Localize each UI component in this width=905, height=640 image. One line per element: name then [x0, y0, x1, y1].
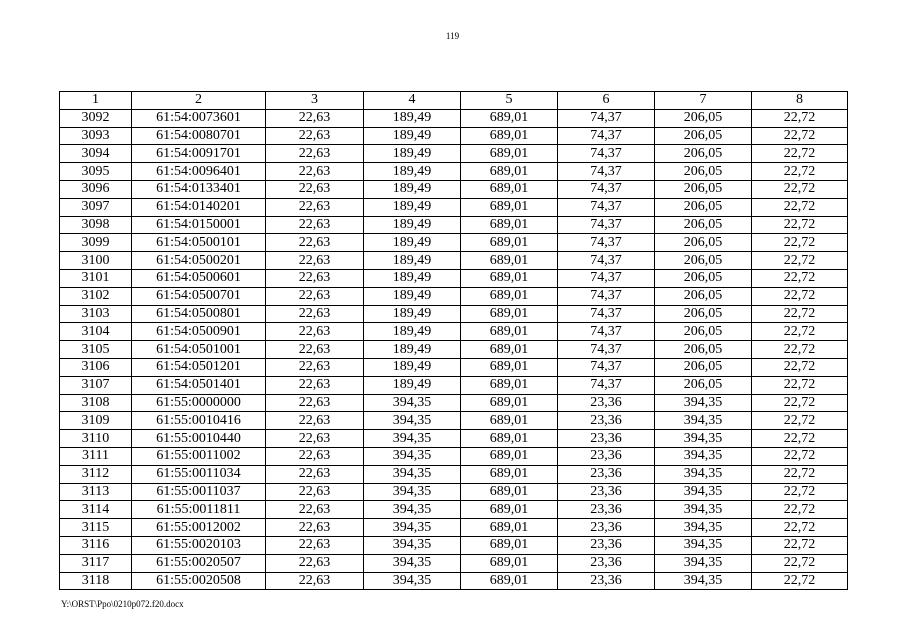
table-cell: 74,37	[558, 109, 655, 127]
table-cell: 394,35	[655, 394, 752, 412]
table-cell: 22,72	[752, 447, 848, 465]
table-cell: 189,49	[364, 376, 461, 394]
table-header-row	[60, 92, 848, 110]
table-cell: 22,63	[266, 269, 364, 287]
table-cell: 189,49	[364, 358, 461, 376]
table-cell: 689,01	[461, 216, 558, 234]
table-cell: 22,72	[752, 483, 848, 501]
table-cell: 22,63	[266, 145, 364, 163]
table-row	[60, 287, 848, 305]
table-cell: 61:54:0150001	[132, 216, 266, 234]
table-cell: 61:55:0011811	[132, 501, 266, 519]
table-cell: 61:55:0011002	[132, 447, 266, 465]
table-cell: 3103	[60, 305, 132, 323]
table-cell: 394,35	[655, 430, 752, 448]
table-cell: 206,05	[655, 323, 752, 341]
table-cell: 61:54:0073601	[132, 109, 266, 127]
table-cell: 22,72	[752, 536, 848, 554]
table-cell: 22,63	[266, 305, 364, 323]
table-cell: 394,35	[655, 572, 752, 590]
table-cell: 23,36	[558, 501, 655, 519]
table-cell: 689,01	[461, 163, 558, 181]
table-cell: 394,35	[655, 501, 752, 519]
table-cell: 74,37	[558, 145, 655, 163]
table-cell: 22,72	[752, 163, 848, 181]
table-row	[60, 269, 848, 287]
table-cell: 22,63	[266, 287, 364, 305]
table-cell: 22,72	[752, 519, 848, 537]
table-cell: 22,63	[266, 572, 364, 590]
table-cell: 74,37	[558, 341, 655, 359]
table-row	[60, 109, 848, 127]
table-cell: 689,01	[461, 269, 558, 287]
table-cell: 3097	[60, 198, 132, 216]
table-cell: 22,63	[266, 163, 364, 181]
table-cell: 74,37	[558, 127, 655, 145]
table-cell: 61:54:0500201	[132, 252, 266, 270]
table-row	[60, 358, 848, 376]
table-row	[60, 216, 848, 234]
table-row	[60, 198, 848, 216]
table-row	[60, 252, 848, 270]
table-row	[60, 234, 848, 252]
table-row	[60, 323, 848, 341]
table-cell: 22,63	[266, 536, 364, 554]
table-cell: 22,72	[752, 465, 848, 483]
table-cell: 22,63	[266, 376, 364, 394]
table-cell: 22,63	[266, 341, 364, 359]
table-cell: 689,01	[461, 198, 558, 216]
table-cell: 189,49	[364, 127, 461, 145]
table-cell: 394,35	[364, 536, 461, 554]
table-cell: 689,01	[461, 358, 558, 376]
table-cell: 23,36	[558, 447, 655, 465]
table-cell: 689,01	[461, 341, 558, 359]
table-cell: 394,35	[364, 501, 461, 519]
table-cell: 189,49	[364, 198, 461, 216]
table-cell: 61:54:0091701	[132, 145, 266, 163]
table-cell: 23,36	[558, 572, 655, 590]
table-cell: 61:54:0096401	[132, 163, 266, 181]
footer-file-path: Y:\ORST\Ppo\0210p072.f20.docx	[61, 599, 184, 609]
table-cell: 74,37	[558, 216, 655, 234]
table-cell: 61:54:0501201	[132, 358, 266, 376]
table-cell: 22,63	[266, 430, 364, 448]
table-row	[60, 554, 848, 572]
table-cell: 189,49	[364, 252, 461, 270]
table-cell: 61:55:0020508	[132, 572, 266, 590]
table-cell: 22,72	[752, 341, 848, 359]
table-cell: 3118	[60, 572, 132, 590]
table-cell: 3113	[60, 483, 132, 501]
table-cell: 23,36	[558, 483, 655, 501]
table-cell: 394,35	[364, 430, 461, 448]
table-cell: 394,35	[655, 519, 752, 537]
table-cell: 22,63	[266, 234, 364, 252]
table-cell: 22,63	[266, 483, 364, 501]
table-cell: 22,72	[752, 198, 848, 216]
table-cell: 689,01	[461, 180, 558, 198]
table-cell: 689,01	[461, 305, 558, 323]
table-cell: 189,49	[364, 234, 461, 252]
table-cell: 689,01	[461, 394, 558, 412]
table-cell: 689,01	[461, 127, 558, 145]
table-cell: 689,01	[461, 572, 558, 590]
table-cell: 22,72	[752, 216, 848, 234]
table-cell: 74,37	[558, 305, 655, 323]
table-cell: 74,37	[558, 252, 655, 270]
column-header-5: 5	[461, 92, 558, 110]
table-cell: 22,63	[266, 358, 364, 376]
table-cell: 206,05	[655, 269, 752, 287]
table-cell: 689,01	[461, 323, 558, 341]
table-cell: 61:55:0011034	[132, 465, 266, 483]
table-cell: 206,05	[655, 109, 752, 127]
table-row	[60, 163, 848, 181]
table-cell: 22,63	[266, 216, 364, 234]
table-cell: 394,35	[364, 394, 461, 412]
table-cell: 3098	[60, 216, 132, 234]
table-cell: 3106	[60, 358, 132, 376]
column-header-1: 1	[60, 92, 132, 110]
table-cell: 3093	[60, 127, 132, 145]
column-header-3: 3	[266, 92, 364, 110]
table-cell: 3109	[60, 412, 132, 430]
table-cell: 3114	[60, 501, 132, 519]
table-cell: 22,72	[752, 376, 848, 394]
table-cell: 61:55:0011037	[132, 483, 266, 501]
table-cell: 3107	[60, 376, 132, 394]
table-cell: 22,63	[266, 180, 364, 198]
table-cell: 189,49	[364, 145, 461, 163]
table-cell: 22,63	[266, 447, 364, 465]
table-cell: 22,63	[266, 252, 364, 270]
table-cell: 689,01	[461, 287, 558, 305]
table-cell: 206,05	[655, 341, 752, 359]
table-cell: 189,49	[364, 269, 461, 287]
table-cell: 22,72	[752, 145, 848, 163]
table-cell: 22,63	[266, 554, 364, 572]
table-cell: 23,36	[558, 394, 655, 412]
table-cell: 22,63	[266, 323, 364, 341]
table-cell: 3102	[60, 287, 132, 305]
table-cell: 189,49	[364, 180, 461, 198]
table-cell: 689,01	[461, 252, 558, 270]
table-cell: 689,01	[461, 483, 558, 501]
table-cell: 74,37	[558, 323, 655, 341]
table-cell: 689,01	[461, 234, 558, 252]
table-cell: 22,72	[752, 323, 848, 341]
table-cell: 206,05	[655, 180, 752, 198]
table-cell: 74,37	[558, 198, 655, 216]
table-cell: 189,49	[364, 109, 461, 127]
table-cell: 22,72	[752, 269, 848, 287]
table-row	[60, 572, 848, 590]
table-row	[60, 376, 848, 394]
table-cell: 206,05	[655, 287, 752, 305]
table-cell: 689,01	[461, 412, 558, 430]
table-cell: 22,63	[266, 127, 364, 145]
table-cell: 3100	[60, 252, 132, 270]
table-cell: 3099	[60, 234, 132, 252]
table-cell: 61:55:0020507	[132, 554, 266, 572]
table-cell: 689,01	[461, 430, 558, 448]
table-cell: 189,49	[364, 287, 461, 305]
table-row	[60, 430, 848, 448]
table-cell: 189,49	[364, 305, 461, 323]
table-row	[60, 447, 848, 465]
table-cell: 3117	[60, 554, 132, 572]
table-cell: 206,05	[655, 376, 752, 394]
table-cell: 3096	[60, 180, 132, 198]
table-cell: 189,49	[364, 216, 461, 234]
table-row	[60, 394, 848, 412]
table-cell: 206,05	[655, 234, 752, 252]
table-cell: 22,63	[266, 394, 364, 412]
table-cell: 61:54:0500901	[132, 323, 266, 341]
table-cell: 23,36	[558, 519, 655, 537]
table-cell: 74,37	[558, 358, 655, 376]
table-row	[60, 412, 848, 430]
table-cell: 689,01	[461, 145, 558, 163]
table-cell: 23,36	[558, 412, 655, 430]
table-cell: 394,35	[364, 447, 461, 465]
table-cell: 206,05	[655, 358, 752, 376]
table-cell: 206,05	[655, 198, 752, 216]
table-body	[60, 109, 848, 590]
column-header-7: 7	[655, 92, 752, 110]
table-cell: 689,01	[461, 554, 558, 572]
table-cell: 23,36	[558, 465, 655, 483]
table-cell: 206,05	[655, 127, 752, 145]
table-cell: 3108	[60, 394, 132, 412]
table-cell: 394,35	[655, 483, 752, 501]
table-cell: 61:55:0010440	[132, 430, 266, 448]
table-row	[60, 341, 848, 359]
table-cell: 23,36	[558, 554, 655, 572]
table-cell: 23,36	[558, 430, 655, 448]
table-cell: 689,01	[461, 376, 558, 394]
table-cell: 3112	[60, 465, 132, 483]
table-row	[60, 536, 848, 554]
table-cell: 394,35	[364, 412, 461, 430]
table-cell: 61:54:0501401	[132, 376, 266, 394]
table-cell: 22,72	[752, 554, 848, 572]
table-cell: 3104	[60, 323, 132, 341]
table-cell: 22,63	[266, 412, 364, 430]
table-cell: 22,72	[752, 358, 848, 376]
table-cell: 22,72	[752, 287, 848, 305]
table-cell: 74,37	[558, 180, 655, 198]
table-cell: 3116	[60, 536, 132, 554]
table-cell: 689,01	[461, 519, 558, 537]
table-cell: 22,63	[266, 519, 364, 537]
column-header-4: 4	[364, 92, 461, 110]
table-cell: 61:55:0000000	[132, 394, 266, 412]
table-row	[60, 465, 848, 483]
table-cell: 61:54:0133401	[132, 180, 266, 198]
table-cell: 74,37	[558, 163, 655, 181]
table-cell: 206,05	[655, 163, 752, 181]
table-cell: 22,72	[752, 180, 848, 198]
table-cell: 394,35	[655, 447, 752, 465]
table-cell: 61:54:0500701	[132, 287, 266, 305]
table-cell: 3092	[60, 109, 132, 127]
column-header-8: 8	[752, 92, 848, 110]
table-cell: 3110	[60, 430, 132, 448]
table-cell: 74,37	[558, 269, 655, 287]
table-cell: 61:54:0501001	[132, 341, 266, 359]
table-cell: 394,35	[655, 536, 752, 554]
table-cell: 206,05	[655, 252, 752, 270]
table-cell: 189,49	[364, 341, 461, 359]
table-cell: 22,72	[752, 305, 848, 323]
table-cell: 394,35	[655, 554, 752, 572]
table-row	[60, 519, 848, 537]
table-cell: 3094	[60, 145, 132, 163]
table-cell: 22,63	[266, 198, 364, 216]
table-cell: 689,01	[461, 536, 558, 554]
table-cell: 61:54:0500101	[132, 234, 266, 252]
table-row	[60, 501, 848, 519]
table-row	[60, 127, 848, 145]
table-cell: 22,72	[752, 127, 848, 145]
table-cell: 22,72	[752, 394, 848, 412]
page-number: 119	[445, 31, 460, 41]
table-cell: 22,72	[752, 501, 848, 519]
table-row	[60, 145, 848, 163]
table-cell: 3111	[60, 447, 132, 465]
table-cell: 3101	[60, 269, 132, 287]
table-cell: 22,63	[266, 465, 364, 483]
table-cell: 394,35	[655, 465, 752, 483]
table-cell: 394,35	[364, 465, 461, 483]
table-cell: 189,49	[364, 323, 461, 341]
table-row	[60, 180, 848, 198]
table-cell: 206,05	[655, 145, 752, 163]
table-cell: 74,37	[558, 376, 655, 394]
table-cell: 22,72	[752, 109, 848, 127]
table-cell: 394,35	[364, 483, 461, 501]
column-header-6: 6	[558, 92, 655, 110]
table-cell: 22,72	[752, 430, 848, 448]
table-cell: 61:55:0012002	[132, 519, 266, 537]
table-cell: 22,72	[752, 234, 848, 252]
table-cell: 394,35	[364, 554, 461, 572]
table-cell: 61:54:0500601	[132, 269, 266, 287]
table-cell: 22,72	[752, 572, 848, 590]
table-cell: 22,63	[266, 501, 364, 519]
table-cell: 3115	[60, 519, 132, 537]
table-cell: 61:54:0080701	[132, 127, 266, 145]
table-cell: 394,35	[364, 572, 461, 590]
table-cell: 61:54:0140201	[132, 198, 266, 216]
table-cell: 22,72	[752, 412, 848, 430]
table-cell: 206,05	[655, 216, 752, 234]
table-cell: 61:54:0500801	[132, 305, 266, 323]
table-row	[60, 483, 848, 501]
table-cell: 206,05	[655, 305, 752, 323]
table-cell: 689,01	[461, 109, 558, 127]
data-table	[59, 91, 848, 590]
table-cell: 22,72	[752, 252, 848, 270]
table-cell: 74,37	[558, 234, 655, 252]
table-cell: 189,49	[364, 163, 461, 181]
table-cell: 394,35	[655, 412, 752, 430]
table-cell: 23,36	[558, 536, 655, 554]
table-cell: 689,01	[461, 501, 558, 519]
table-cell: 689,01	[461, 447, 558, 465]
table-cell: 61:55:0010416	[132, 412, 266, 430]
table-row	[60, 305, 848, 323]
column-header-2: 2	[132, 92, 266, 110]
table-cell: 61:55:0020103	[132, 536, 266, 554]
table-cell: 74,37	[558, 287, 655, 305]
table-cell: 689,01	[461, 465, 558, 483]
table-cell: 3105	[60, 341, 132, 359]
table-cell: 22,63	[266, 109, 364, 127]
table-cell: 3095	[60, 163, 132, 181]
table-cell: 394,35	[364, 519, 461, 537]
